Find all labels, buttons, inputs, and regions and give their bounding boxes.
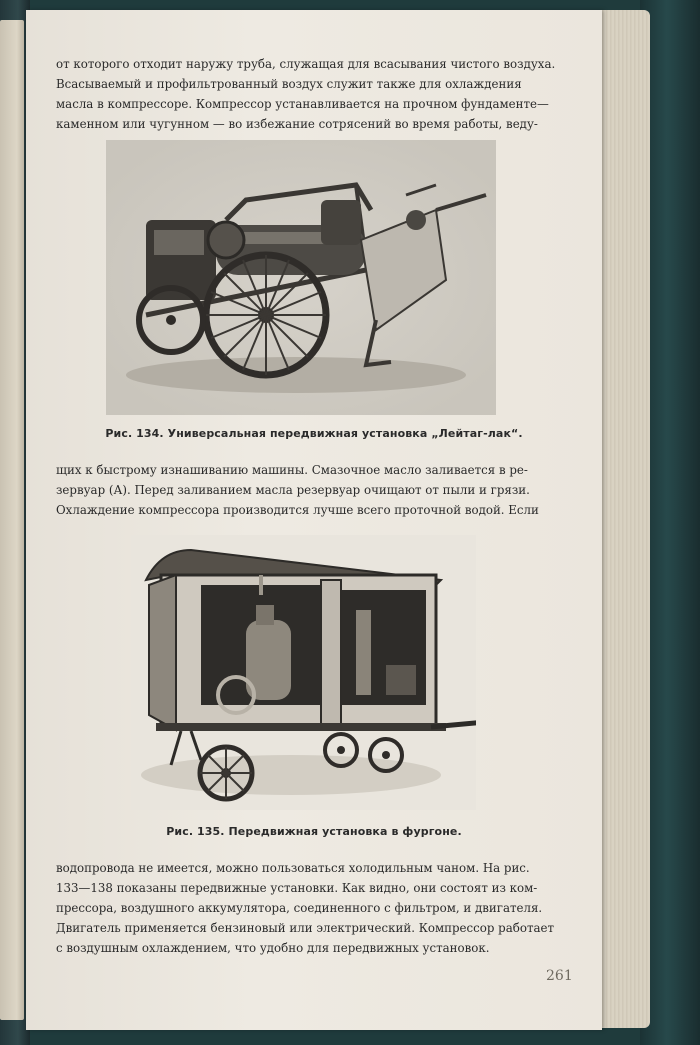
previous-page-edge	[0, 20, 24, 1020]
text-line: зервуар (А). Перед заливанием масла резервуар очищают от пыли и грязи.	[56, 483, 530, 497]
figure-135-caption: Рис. 135. Передвижная установка в фургоне.	[166, 825, 462, 838]
text-line: каменном или чугунном — во избежание сотрясений во время работы, веду-	[56, 117, 538, 131]
text-line: Всасываемый и профильтрованный воздух служит также для охлаждения	[56, 77, 522, 91]
page-number: 261	[546, 968, 573, 984]
text-line: 133—138 показаны передвижные установки. Как видно, они состоят из ком-	[56, 881, 538, 895]
text-line: масла в компрессоре. Компрессор устанавливается на прочном фундаменте—	[56, 97, 549, 111]
text-line: от которого отходит наружу труба, служащая для всасывания чистого воздуха.	[56, 57, 556, 71]
paragraph-bottom	[56, 858, 591, 958]
text-line: водопровода не имеется, можно пользоваться холодильным чаном. На рис.	[56, 861, 530, 875]
figure-135-illustration	[131, 535, 476, 810]
text-line: Охлаждение компрессора производится лучше всего проточной водой. Если	[56, 503, 539, 517]
page-stack-edges	[596, 10, 650, 1028]
paragraph-middle	[56, 460, 591, 520]
text-line: щих к быстрому изнашиванию машины. Смазочное масло заливается в ре-	[56, 463, 528, 477]
figure-134-illustration	[106, 140, 496, 415]
figure-134-caption: Рис. 134. Универсальная передвижная установка „Лейтаг-лак“.	[105, 427, 523, 440]
text-line: Двигатель применяется бензиновый или электрический. Компрессор работает	[56, 921, 555, 935]
wagon-installation-drawing	[131, 535, 476, 810]
book-page	[26, 10, 602, 1030]
paragraph-top	[56, 54, 591, 134]
text-line: прессора, воздушного аккумулятора, соединенного с фильтром, и двигателя.	[56, 901, 543, 915]
mobile-sprayer-drawing	[106, 140, 496, 415]
text-line: с воздушным охлаждением, что удобно для передвижных установок.	[56, 941, 490, 955]
